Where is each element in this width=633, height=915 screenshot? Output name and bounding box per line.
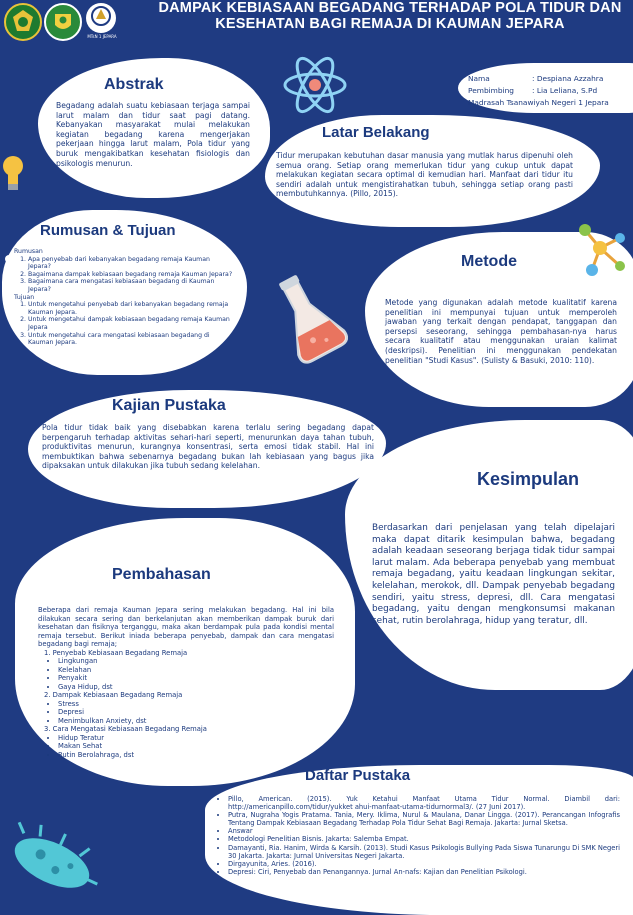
tujuan-label: Tujuan [14, 293, 35, 301]
school-logo [44, 3, 82, 41]
list-item: • Pillo, American. (2015). Yuk Ketahui Manfaat Utama Tidur Normal. Diambil dari: http://americanpillo.com/tidur/yukket ahui-manfaat-utama-tidurnormal3/. (27 Juni 2017). [228, 795, 620, 811]
abstrak-body: Begadang adalah suatu kebiasaan terjaga sampai larut malam dan tidur saat pagi datang. Kebanyakan masyarakat mulai melakukan kegiatan begadang karena mengerjakan pekerjaan hingga larut malam, Pola tidur yang buruk mengakibatkan kesehatan fisiologis dan psikologis menurun. [56, 101, 250, 168]
rumusan-heading: Rumusan & Tujuan [40, 222, 176, 239]
kajian-heading: Kajian Pustaka [112, 397, 226, 414]
list-item: 1. Apa penyebab dari kebanyakan begadang remaja Kauman Jepara? [28, 256, 234, 271]
rumusan-list [14, 256, 234, 294]
list-item: • Hidup Teratur [58, 734, 334, 743]
group-list [44, 734, 334, 760]
group-title: 2. Dampak Kebiasaan Begadang Remaja [44, 691, 183, 699]
list-item: • Gaya Hidup, dst [58, 683, 334, 692]
latar-heading: Latar Belakang [322, 124, 430, 141]
list-item: 2. Untuk mengetahui dampak kebiasaan begadang remaja Kauman Jepara [28, 316, 234, 331]
list-item: • Answar [228, 827, 620, 835]
mtsn-logo [86, 3, 116, 33]
list-item: 2. Bagaimana dampak kebiasaan begadang remaja Kauman Jepara? [28, 271, 234, 279]
pembahasan-body [38, 606, 334, 759]
decor-dot [5, 255, 13, 263]
school-name: Madrasah Tsanawiyah Negeri 1 Jepara [468, 98, 609, 107]
rumusan-body [14, 248, 234, 347]
group-list [44, 700, 334, 726]
list-item: • Depresi: Ciri, Penyebab dan Penangannya. Jurnal An-nafs: Kajian dan Penelitian Psikologi. [228, 868, 620, 876]
list-item: 1. Untuk mengetahui penyebab dari kebanyakan begadang remaja Kauman Jepara. [28, 301, 234, 316]
nama-label: Nama [468, 74, 490, 83]
poster-title: DAMPAK KEBIASAAN BEGADANG TERHADAP POLA TIDUR DAN KESEHATAN BAGI REMAJA DI KAUMAN JEPARA [158, 0, 622, 32]
molecule-icon [570, 218, 630, 284]
kesimpulan-heading: Kesimpulan [477, 469, 580, 489]
logo-caption: MTsN 1 JEPARA [87, 34, 117, 39]
list-item: • Lingkungan [58, 657, 334, 666]
rumusan-label: Rumusan [14, 248, 43, 255]
pembimbing-label: Pembimbing [468, 86, 515, 95]
tujuan-list [14, 301, 234, 347]
list-item: • Metodologi Penelitian Bisnis. Jakarta: Salemba Empat. [228, 835, 620, 843]
kesimpulan-body: Berdasarkan dari penjelasan yang telah dipelajari maka dapat ditarik kesimpulan bahwa, begadang adalah keadaan seseorang berjaga tidak tidur sampai larut malam. Ada beberapa penyebab yang membuat remaja begadang, yaitu keadaan lingkungan sekitar, kelelahan, merokok, dll. Dampak penyebab begadang sendiri, yaitu stress, depresi, dll. Cara mengatasi begadang, yaitu dengan mengkonsumsi makanan sehat, rutin berolahraga, hidup yang teratur, dll. [372, 523, 615, 626]
flask-icon [268, 268, 348, 372]
metode-heading: Metode [461, 253, 517, 270]
lightbulb-icon [0, 152, 26, 198]
list-item: • Menimbulkan Anxiety, dst [58, 717, 334, 726]
daftar-body [218, 795, 620, 876]
group-title: 3. Cara Mengatasi Kebiasaan Begadang Remaja [44, 725, 207, 733]
nama-value: : Despiana Azzahra [532, 74, 604, 83]
pembahasan-group [38, 649, 334, 760]
abstrak-heading: Abstrak [104, 76, 164, 93]
kemenag-logo [4, 3, 42, 41]
list-item: • Kelelahan [58, 666, 334, 675]
list-item: • Makan Sehat [58, 742, 334, 751]
list-item: • Depresi [58, 708, 334, 717]
decor-dot [55, 548, 62, 555]
latar-body: Tidur merupakan kebutuhan dasar manusia yang mutlak harus dipenuhi oleh semua orang. Setiap orang memerlukan tidur yang cukup untuk dapat melakukan kegiatan secara optimal di kemudian hari. Manfaat dari tidur itu sendiri adalah untuk mengistirahatkan tubuh, sehingga setiap orang pasti membutuhkannya. (Pillo, 2015). [276, 151, 573, 199]
list-item: • Dirgayunita, Aries. (2016). [228, 860, 620, 868]
list-item: • Putra, Nugraha Yogis Pratama. Tania, Mery. Iklima, Nurul & Maulana, Danar Lingga. (2017). Perancangan Infografis Tentang Dampak Kebiasaan Begadang Terhadap Pola Tidur Sehat Bagi Remaja. Jakarta: Jurnal Sketsa. [228, 811, 620, 827]
atom-icon [282, 50, 348, 124]
kajian-body: Pola tidur tidak baik yang disebabkan karena terlalu sering begadang dapat berpengaruh terhadap aktivitas sehari-hari seperti, menurunkan daya tahan tubuh, produktivitas menurun, kurangnya konsentrasi, serta emosi tidak stabil. Hal ini membuktikan bahwa sebenarnya begadang bukan lah kebiasaan yang bagus jika dipaksakan untuk dilakukan jika tubuh sedang kelelahan. [42, 423, 374, 471]
author-info [468, 73, 609, 109]
metode-body: Metode yang digunakan adalah metode kualitatif karena penelitian ini mempunyai tujuan untuk memperoleh jawaban yang terkait dengan pendapat, tanggapan dan persepsi seseorang, sehingga pembahasan-nya harus secara kualitatif atau menggunakan uraian kalimat (deskripsi). Penelitian ini menggunakan pendekatan penelitian "Studi Kasus". (Sulisty & Basuki, 2010: 110). [385, 298, 617, 365]
bacteria-icon [0, 818, 105, 909]
list-item: • Penyakit [58, 674, 334, 683]
list-item: 3. Bagaimana cara mengatasi kebiasaan begadang di Kauman Jepara? [28, 278, 234, 293]
list-item: • Damayanti, Ria. Hanim, Wirda & Karsih. (2013). Studi Kasus Psikologis Bullying Pada Siswa Tunarungu Di SMK Negeri 30 Jakarta. Jakarta: Jurnal Universitas Negeri Jakarta. [228, 844, 620, 860]
pembahasan-intro: Beberapa dari remaja Kauman Jepara sering melakukan begadang. Hal ini bila dilakukan secara sering dan berkelanjutan akan memberikan dampak buruk dari kesehatan dan fisiknya terganggu, maka akan berdampak pula pada kondisi mental remaja tersebut. Berikut iniada beberapa penyebab, dampak dan cara mengatasi begadang bagi remaja; [38, 606, 334, 648]
pembimbing-value: : Lia Leliana, S.Pd [532, 86, 598, 95]
group-title: 1. Penyebab Kebiasaan Begadang Remaja [44, 648, 188, 657]
group-list [44, 657, 334, 691]
list-item: • Rutin Berolahraga, dst [58, 751, 334, 760]
daftar-heading: Daftar Pustaka [305, 767, 411, 784]
list-item: 3. Untuk mengetahui cara mengatasi kebiasaan begadang di Kauman Jepara. [28, 332, 234, 347]
pembahasan-heading: Pembahasan [112, 566, 211, 583]
list-item: • Stress [58, 700, 334, 709]
reference-list [218, 795, 620, 876]
decor-dot [65, 560, 70, 565]
